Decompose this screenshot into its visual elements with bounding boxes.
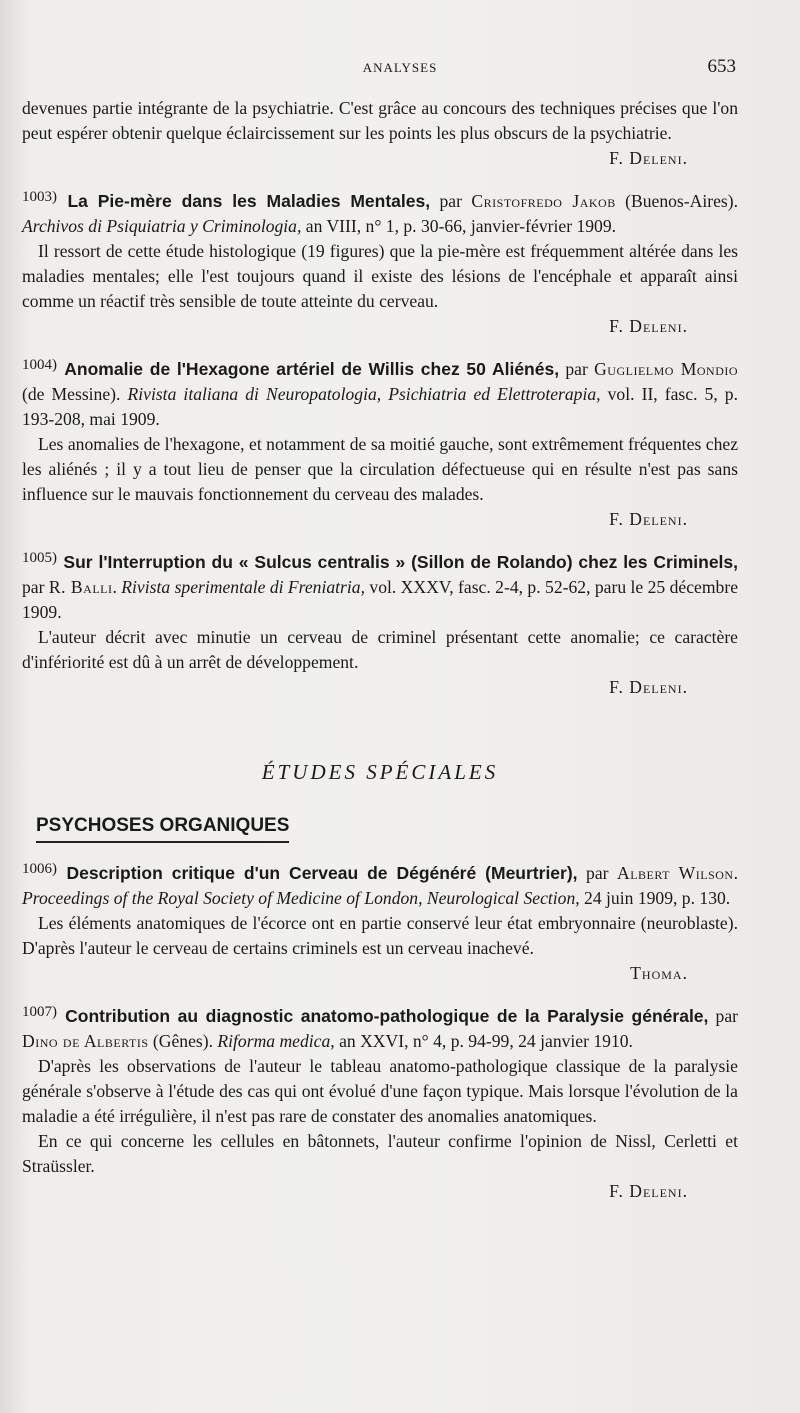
entry-body: En ce qui concerne les cellules en bâtonnets, l'auteur confirme l'opinion de Nissl, Cerletti et Straüssler.	[22, 1131, 738, 1176]
entry-reference: 24 juin 1909, p. 130.	[579, 888, 731, 908]
entry-reference: vol. II, fasc. 5, p. 193-208, mai 1909.	[22, 384, 738, 429]
entry-title: La Pie-mère dans les Maladies Mentales,	[67, 191, 431, 211]
abstract-entry	[22, 353, 738, 532]
signature: F. Deleni.	[609, 316, 688, 336]
entry-author: R. Balli	[48, 577, 113, 597]
signature: F. Deleni.	[609, 1181, 688, 1201]
entry-title: Sur l'Interruption du « Sulcus centralis » (Sillon de Rolando) chez les Criminels,	[63, 552, 739, 572]
entry-heading: 1006) Description critique d'un Cerveau de Dégénéré (Meurtrier), par Albert Wilson. Proceedings of the Royal Society of Medicine of London, Neurological Section, 24 juin 1909, p. 130.	[22, 861, 738, 908]
abstract-entry	[22, 546, 738, 700]
entry-source: Proceedings of the Royal Society of Medicine of London, Neurological Section,	[22, 888, 580, 908]
article-body	[22, 96, 738, 1204]
entry-source: Archivos di Psiquiatria y Criminologia,	[22, 216, 302, 236]
entry-body: Les éléments anatomiques de l'écorce ont en partie conservé leur état embryonnaire (neuroblaste). D'après l'auteur le cerveau de certains criminels est un cerveau inachevé.	[22, 913, 738, 958]
entry-source: Rivista sperimentale di Freniatria,	[121, 577, 365, 597]
entry-number: 1005)	[22, 550, 57, 566]
entry-body: Il ressort de cette étude histologique (19 figures) que la pie-mère est fréquemment altérée dans les maladies mentales; elle l'est toujours quand il existe des lésions de l'encéphale et apparaît ainsi comme un réactif très sensible de toute atteinte du cerveau.	[22, 241, 738, 311]
entry-heading: 1005) Sur l'Interruption du « Sulcus centralis » (Sillon de Rolando) chez les Criminels, par R. Balli. Rivista sperimentale di Freniatria, vol. XXXV, fasc. 2-4, p. 52-62, paru le 25 décembre 1909.	[22, 550, 739, 622]
entry-reference: an XXVI, n° 4, p. 94-99, 24 janvier 1910.	[334, 1031, 633, 1051]
abstract-entry	[22, 857, 738, 986]
entry-title: Anomalie de l'Hexagone artériel de Willis chez 50 Aliénés,	[64, 359, 560, 379]
signature: Thoma.	[630, 963, 688, 983]
entry-heading: 1004) Anomalie de l'Hexagone artériel de Willis chez 50 Aliénés, par Guglielmo Mondio (de Messine). Rivista italiana di Neuropatologia, Psichiatria ed Elettroterapia, vol. II, fasc. 5, p. 193-208, mai 1909.	[22, 357, 739, 429]
entry-reference: an VIII, n° 1, p. 30-66, janvier-février 1909.	[301, 216, 617, 236]
entry-heading: 1003) La Pie-mère dans les Maladies Mentales, par Cristofredo Jakob (Buenos-Aires). Archivos di Psiquiatria y Criminologia, an VIII, n° 1, p. 30-66, janvier-février 1909.	[22, 189, 739, 236]
section-title: ÉTUDES SPÉCIALES	[261, 760, 499, 784]
entry-body: D'après les observations de l'auteur le tableau anatomo-pathologique classique de la paralysie générale s'observe à l'étude des cas qui ont évolué d'une façon typique. Mais lorsque l'évolution de la maladie a été irrégulière, il n'est pas rare de constater des anomalies anatomiques.	[22, 1056, 738, 1126]
entry-number: 1007)	[22, 1004, 57, 1020]
entry-author: Dino de Albertis	[22, 1031, 149, 1051]
signature: F. Deleni.	[609, 509, 688, 529]
subsection-title: PSYCHOSES ORGANIQUES	[36, 813, 289, 843]
entry-author: Cristofredo Jakob	[471, 191, 616, 211]
entry-body: L'auteur décrit avec minutie un cerveau de criminel présentant cette anomalie; ce caractère d'infériorité est dû à un arrêt de développement.	[22, 627, 738, 672]
entry-number: 1003)	[22, 189, 57, 205]
entry-title: Description critique d'un Cerveau de Dégénéré (Meurtrier),	[66, 863, 578, 883]
entry-body: Les anomalies de l'hexagone, et notamment de sa moitié gauche, sont extrêmement fréquentes chez les aliénés ; il y a tout lieu de penser que la circulation défectueuse qui en résulte n'est pas sans influence sur le mauvais fonctionnement du cerveau des malades.	[22, 434, 738, 504]
intro-paragraph: devenues partie intégrante de la psychiatrie. C'est grâce au concours des techniques précises que l'on peut espérer obtenir quelque éclaircissement sur les points les plus obscurs de la psychiatrie.	[22, 98, 738, 143]
entry-author: Guglielmo Mondio	[594, 359, 739, 379]
entry-heading: 1007) Contribution au diagnostic anatomo-pathologique de la Paralysie générale, par Dino de Albertis (Gênes). Riforma medica, an XXVI, n° 4, p. 94-99, 24 janvier 1910.	[22, 1004, 738, 1051]
entry-source: Riforma medica,	[217, 1031, 335, 1051]
abstract-entry	[22, 185, 738, 339]
abstract-entry	[22, 1000, 738, 1204]
signature: F. Deleni.	[609, 677, 688, 697]
signature: F. Deleni.	[609, 148, 688, 168]
running-head	[0, 56, 800, 80]
running-title: ANALYSES	[362, 60, 438, 75]
entry-number: 1006)	[22, 861, 57, 877]
entry-number: 1004)	[22, 357, 57, 373]
page-number: 653	[707, 56, 736, 77]
entry-author: Albert Wilson	[617, 863, 734, 883]
entry-source: Rivista italiana di Neuropatologia, Psichiatria ed Elettroterapia,	[127, 384, 601, 404]
entry-reference: vol. XXXV, fasc. 2-4, p. 52-62, paru le 25 décembre 1909.	[22, 577, 739, 622]
entry-title: Contribution au diagnostic anatomo-pathologique de la Paralysie générale,	[65, 1006, 709, 1026]
